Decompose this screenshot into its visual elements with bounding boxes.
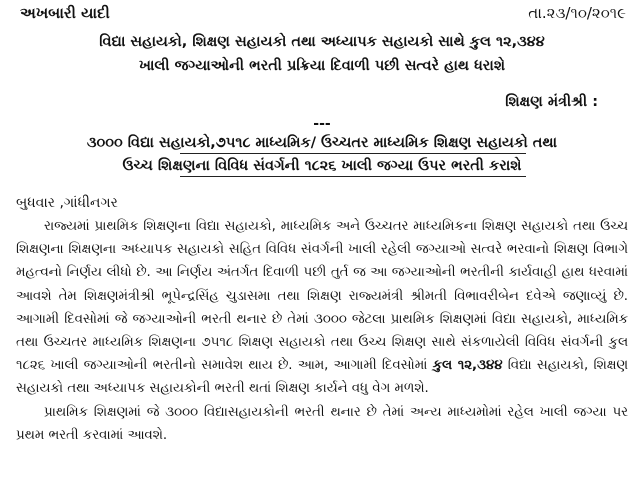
sub-headline — [20, 132, 624, 178]
main-headline — [20, 30, 624, 78]
headline-line-1: વિદ્યા સહાયકો, શિક્ષણ સહાયકો તથા અધ્યાપક સહાયકો સાથે કુલ ૧૨,૩૪૪ — [99, 34, 545, 50]
headline-line-2: ખાલી જગ્યાઓની ભરતી પ્રક્રિયા દિવાળી પછી સત્વરે હાથ ધરાશે — [138, 58, 506, 74]
sub-headline-line-1: ૩૦૦૦ વિદ્યા સહાયકો,૭૫૧૮ માધ્યમિક/ ઉચ્ચતર માધ્યમિક શિક્ષણ સહાયકો તથા — [86, 135, 558, 151]
dateline: બુધવાર ,ગાંધીનગર — [16, 195, 118, 211]
separator: --- — [313, 116, 331, 132]
header-row — [20, 4, 626, 28]
sub-headline-underline-2 — [180, 176, 526, 177]
body-text — [16, 215, 628, 447]
paragraph-1 — [16, 215, 628, 401]
total-count-highlight: કુલ ૧૨,૩૪૪ — [432, 358, 503, 374]
sub-headline-underline-1 — [180, 153, 526, 154]
paragraph-2: પ્રાથમિક શિક્ષણમાં જે ૩૦૦૦ વિદ્યાસહાયકોની ભરતી થનાર છે તેમાં અન્ય માધ્યમોમાં રહેલ ખાલી જગ્યા પર પ્રથમ ભરતી કરવામાં આવશે. — [16, 404, 628, 443]
release-date: તા.૨૩/૧૦/૨૦૧૯ — [528, 4, 626, 22]
paragraph-1-tail: વિદ્યા સહાયકો, શિક્ષણ સહાયકો તથા અધ્યાપક સહાયકોની ભરતી થતાં શિક્ષણ કાર્યને વધુ વેગ મળશે. — [16, 358, 628, 397]
sub-headline-line-2: ઉચ્ચ શિક્ષણના વિવિધ સંવર્ગની ૧૮૨૬ ખાલી જગ્યા ઉપર ભરતી કરાશે — [122, 158, 522, 174]
paragraph-1-text: રાજ્યમાં પ્રાથમિક શિક્ષણના વિદ્યા સહાયકો, માધ્યમિક અને ઉચ્ચતર માધ્યમિકના શિક્ષણ સહાયકો તથા ઉચ્ચ શિક્ષણના શિક્ષણના અધ્યાપક સહાયકો સહિત વિવિધ સંવર્ગની ખાલી રહેલી જગ્યાઓ સત્વરે ભરવાનો શિક્ષણ વિભાગે મહત્વનો નિર્ણય લીધો છે. આ નિર્ણય અંતર્ગત દિવાળી પછી તુર્ત જ આ જગ્યાઓની ભરતીની કાર્યવાહી હાથ ધરવામાં આવશે તેમ શિક્ષણમંત્રીશ્રી ભૂપેન્દ્રસિંહ ચુડાસમા તથા શિક્ષણ રાજ્યમંત્રી શ્રીમતી વિભાવરીબેન દવેએ જણાવ્યું છે. આગામી દિવસોમાં જે જગ્યાઓની ભરતી થનાર છે તેમાં ૩૦૦૦ જેટલા પ્રાથમિક શિક્ષણમાં વિદ્યા સહાયકો, માધ્યમિક તથા ઉચ્ચતર માધ્યમિક શિક્ષણના ૭૫૧૮ શિક્ષણ સહાયકો તથા ઉચ્ચ શિક્ષણ સાથે સંકળાયેલી વિવિધ સંવર્ગની કુલ ૧૮૨૬ ખાલી જગ્યાઓની ભરતીનો સમાવેશ થાય છે. આમ, આગામી દિવસોમાં — [16, 219, 628, 374]
speaker-label: શિક્ષણ મંત્રીશ્રી : — [505, 94, 598, 110]
press-release-label: અખબારી યાદી — [20, 4, 110, 22]
